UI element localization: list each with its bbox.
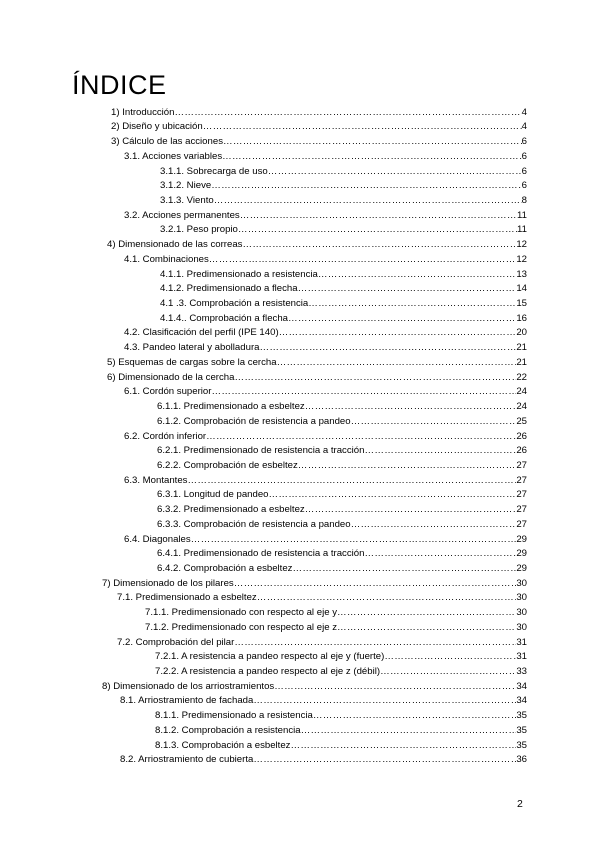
- toc-entry-page: 24: [516, 401, 527, 413]
- toc-leader-dots: [253, 695, 516, 707]
- toc-entry-page: 4: [521, 121, 527, 133]
- toc-leader-dots: [292, 563, 516, 575]
- toc-entry[interactable]: [160, 192, 527, 207]
- toc-entry-label: 8.1.3. Comprobación a esbeltez: [155, 739, 291, 751]
- toc-entry[interactable]: [157, 560, 527, 575]
- toc-entry-page: 25: [516, 415, 527, 427]
- toc-entry-page: 8: [521, 195, 527, 206]
- toc-leader-dots: [308, 298, 516, 310]
- toc-entry-label: 6.3.2. Predimensionado a esbeltez: [157, 504, 305, 516]
- toc-entry-label: 4.3. Pandeo lateral y abolladura: [124, 342, 260, 354]
- toc-leader-dots: [214, 195, 522, 207]
- toc-entry[interactable]: [107, 236, 527, 251]
- toc-entry[interactable]: [155, 663, 527, 678]
- toc-entry-label: 5) Esquemas de cargas sobre la cercha: [107, 356, 277, 368]
- toc-entry[interactable]: [117, 590, 527, 605]
- toc-entry-label: 6.2.1. Predimensionado de resistencia a tracción: [157, 445, 365, 457]
- toc-entry[interactable]: [157, 501, 527, 516]
- toc-entry-page: 22: [516, 371, 527, 383]
- toc-entry-page: 12: [516, 239, 527, 251]
- toc-entry-page: 30: [516, 607, 527, 619]
- toc-entry-page: 35: [516, 724, 527, 736]
- toc-leader-dots: [259, 342, 516, 354]
- toc-entry[interactable]: [124, 531, 527, 546]
- toc-entry-page: 27: [516, 474, 527, 486]
- toc-leader-dots: [337, 622, 516, 634]
- toc-leader-dots: [234, 578, 517, 590]
- toc-entry-page: 13: [516, 268, 527, 280]
- toc-entry-label: 3.1.2. Nieve: [160, 180, 212, 192]
- toc-entry-label: 7.1.1. Predimensionado con respecto al eje y: [145, 607, 337, 619]
- toc-entry[interactable]: [124, 148, 527, 163]
- toc-entry[interactable]: [124, 384, 527, 399]
- index-title: ÍNDICE: [72, 70, 167, 100]
- toc-entry-label: 4.1.4.. Comprobación a flecha: [160, 312, 288, 324]
- toc-leader-dots: [351, 519, 517, 531]
- toc-leader-dots: [279, 327, 517, 339]
- toc-entry-page: 29: [516, 548, 527, 560]
- toc-entry-label: 6.2. Cordón inferior: [124, 430, 207, 442]
- toc-entry-page: 24: [516, 386, 527, 398]
- toc-entry[interactable]: [157, 546, 527, 561]
- toc-entry-page: 11: [517, 224, 527, 236]
- toc-leader-dots: [191, 534, 517, 546]
- toc-entry-page: 16: [516, 312, 527, 324]
- toc-entry-page: 6: [521, 150, 527, 162]
- toc-entry-page: 27: [516, 504, 527, 516]
- toc-entry-label: 7.2.2. A resistencia a pandeo respecto al eje z (débil): [155, 666, 381, 678]
- toc-leader-dots: [234, 372, 516, 384]
- toc-entry-page: 26: [516, 445, 527, 457]
- toc-entry[interactable]: [111, 104, 527, 119]
- toc-leader-dots: [318, 269, 516, 281]
- toc-entry-label: 8.2. Arriostramiento de cubierta: [120, 754, 254, 766]
- toc-entry-page: 4: [521, 106, 527, 118]
- toc-entry-label: 3) Cálculo de las acciones: [111, 136, 223, 148]
- toc-leader-dots: [242, 239, 516, 251]
- toc-entry-label: 4.1. Combinaciones: [124, 253, 209, 265]
- toc-entry-page: 31: [516, 651, 527, 663]
- toc-entry-page: 15: [516, 298, 527, 310]
- toc-entry[interactable]: [145, 619, 527, 634]
- toc-entry-page: 27: [516, 518, 527, 530]
- toc-entry[interactable]: [157, 443, 527, 458]
- toc-leader-dots: [209, 254, 517, 266]
- toc-entry[interactable]: [120, 693, 527, 708]
- toc-entry[interactable]: [145, 604, 527, 619]
- toc-leader-dots: [351, 416, 517, 428]
- toc-entry[interactable]: [157, 487, 527, 502]
- toc-leader-dots: [240, 210, 517, 222]
- toc-leader-dots: [238, 224, 517, 236]
- toc-entry-page: 36: [516, 754, 527, 766]
- toc-entry[interactable]: [107, 354, 527, 369]
- toc-entry-label: 3.2. Acciones permanentes: [124, 209, 240, 221]
- toc-entry-label: 6.3.1. Longitud de pandeo: [157, 489, 269, 501]
- toc-entry[interactable]: [117, 634, 527, 649]
- toc-leader-dots: [364, 548, 516, 560]
- toc-entry-page: 31: [516, 636, 527, 648]
- toc-entry-label: 6.4.2. Comprobación a esbeltez: [157, 563, 293, 574]
- toc-entry-label: 6.2.2. Comprobación de esbeltez: [157, 459, 298, 471]
- toc-entry[interactable]: [124, 251, 527, 266]
- toc-entry-label: 1) Introducción: [111, 106, 175, 118]
- toc-entry-label: 6.1.2. Comprobación de resistencia a pandeo: [157, 415, 351, 427]
- toc-leader-dots: [269, 489, 517, 501]
- toc-entry-label: 7.1.2. Predimensionado con respecto al eje z: [145, 621, 337, 633]
- toc-entry[interactable]: [111, 133, 527, 148]
- toc-leader-dots: [257, 592, 517, 604]
- toc-entry-page: 27: [516, 459, 527, 471]
- toc-entry[interactable]: [102, 678, 527, 693]
- toc-entry-label: 6.4.1. Predimensionado de resistencia a tracción: [157, 548, 365, 560]
- toc-entry[interactable]: [124, 340, 527, 355]
- toc-leader-dots: [313, 710, 516, 722]
- toc-entry-page: 33: [516, 666, 527, 678]
- toc-entry[interactable]: [120, 752, 527, 767]
- toc-entry-label: 7) Dimensionado de los pilares: [102, 577, 234, 589]
- toc-leader-dots: [384, 651, 516, 663]
- toc-entry[interactable]: [124, 207, 527, 222]
- toc-entry-page: 26: [516, 430, 527, 442]
- toc-leader-dots: [223, 136, 522, 148]
- toc-entry-label: 3.1. Acciones variables: [124, 150, 223, 162]
- toc-entry[interactable]: [107, 369, 527, 384]
- toc-entry[interactable]: [157, 398, 527, 413]
- toc-leader-dots: [203, 121, 522, 133]
- toc-entry-label: 4.2. Clasificación del perfil (IPE 140): [124, 327, 279, 339]
- toc-entry[interactable]: [155, 722, 527, 737]
- toc-leader-dots: [380, 666, 516, 678]
- toc-leader-dots: [234, 637, 516, 649]
- toc-leader-dots: [298, 283, 517, 295]
- toc-entry[interactable]: [160, 281, 527, 296]
- toc-entry[interactable]: [102, 575, 527, 590]
- toc-leader-dots: [290, 740, 516, 752]
- toc-entry-page: 29: [516, 563, 527, 574]
- toc-leader-dots: [305, 504, 517, 516]
- toc-entry[interactable]: [124, 428, 527, 443]
- toc-entry-label: 7.2. Comprobación del pilar: [117, 636, 235, 648]
- toc-leader-dots: [337, 607, 516, 619]
- toc-leader-dots: [298, 460, 517, 472]
- toc-entry[interactable]: [155, 649, 527, 664]
- toc-entry-page: 34: [516, 695, 527, 707]
- toc-entry[interactable]: [160, 266, 527, 281]
- toc-leader-dots: [211, 180, 521, 192]
- toc-entry-page: 11: [517, 209, 527, 221]
- toc-leader-dots: [187, 475, 516, 487]
- toc-entry-label: 7.1. Predimensionado a esbeltez: [117, 592, 257, 604]
- toc-entry[interactable]: [157, 413, 527, 428]
- toc-entry-label: 6.3. Montantes: [124, 474, 188, 486]
- toc-entry-page: 30: [516, 577, 527, 589]
- toc-entry-label: 3.2.1. Peso propio: [160, 224, 238, 236]
- toc-entry-label: 7.2.1. A resistencia a pandeo respecto al eje y (fuerte): [155, 651, 385, 663]
- toc-entry-page: 12: [516, 253, 527, 265]
- toc-leader-dots: [211, 386, 516, 398]
- toc-entry-page: 6: [521, 136, 527, 148]
- toc-entry-label: 6.4. Diagonales: [124, 533, 191, 545]
- toc-entry-page: 27: [516, 489, 527, 501]
- toc-entry-label: 8.1.1. Predimensionado a resistencia: [155, 710, 313, 722]
- toc-leader-dots: [274, 681, 516, 693]
- toc-entry-page: 30: [516, 621, 527, 633]
- toc-entry[interactable]: [160, 310, 527, 325]
- toc-entry-page: 20: [516, 327, 527, 339]
- toc-leader-dots: [174, 107, 521, 119]
- toc-entry[interactable]: [160, 178, 527, 193]
- toc-entry-label: 6) Dimensionado de la cercha: [107, 371, 235, 383]
- toc-entry-label: 8.1.2. Comprobación a resistencia: [155, 724, 301, 736]
- toc-entry[interactable]: [124, 472, 527, 487]
- toc-entry-page: 21: [516, 356, 527, 368]
- toc-entry-label: 4.1 .3. Comprobación a resistencia: [160, 298, 309, 310]
- toc-entry-page: 6: [521, 180, 527, 192]
- toc-entry[interactable]: [155, 737, 527, 752]
- toc-entry-label: 6.1. Cordón superior: [124, 386, 212, 398]
- toc-entry-page: 34: [516, 680, 527, 692]
- toc-entry-label: 4.1.2. Predimensionado a flecha: [160, 283, 298, 295]
- toc-entry[interactable]: [157, 457, 527, 472]
- toc-leader-dots: [288, 313, 516, 325]
- toc-entry-label: 3.1.1. Sobrecarga de uso: [160, 165, 268, 177]
- toc-leader-dots: [277, 357, 517, 369]
- toc-entry-page: 14: [516, 283, 527, 295]
- toc-entry-page: 35: [516, 739, 527, 751]
- toc-entry[interactable]: [155, 708, 527, 723]
- toc-entry-label: 2) Diseño y ubicación: [111, 121, 203, 133]
- toc-entry[interactable]: [160, 163, 527, 178]
- toc-entry[interactable]: [124, 325, 527, 340]
- toc-entry-label: 6.1.1. Predimensionado a esbeltez: [157, 401, 305, 413]
- toc-leader-dots: [268, 166, 522, 178]
- toc-leader-dots: [301, 725, 517, 737]
- toc-leader-dots: [253, 754, 516, 766]
- toc-entry-label: 4.1.1. Predimensionado a resistencia: [160, 268, 318, 280]
- toc-leader-dots: [222, 151, 522, 163]
- toc-entry-label: 8) Dimensionado de los arriostramientos: [102, 680, 275, 692]
- toc-entry[interactable]: [157, 516, 527, 531]
- toc-entry-label: 8.1. Arriostramiento de fachada: [120, 695, 254, 707]
- toc-entry-page: 21: [516, 342, 527, 354]
- toc-entry-page: 35: [516, 710, 527, 722]
- toc-entry-label: 6.3.3. Comprobación de resistencia a pandeo: [157, 518, 351, 530]
- toc-entry[interactable]: [111, 119, 527, 134]
- toc-leader-dots: [364, 445, 516, 457]
- toc-entry-page: 29: [516, 533, 527, 545]
- toc-entry-page: 6: [521, 165, 527, 177]
- page-number: 2: [517, 798, 523, 810]
- toc-leader-dots: [206, 431, 516, 443]
- toc-entry-label: 3.1.3. Viento: [160, 195, 214, 206]
- toc-entry[interactable]: [160, 222, 527, 237]
- toc-entry-label: 4) Dimensionado de las correas: [107, 239, 243, 251]
- toc-leader-dots: [305, 401, 517, 413]
- toc-entry-page: 30: [516, 592, 527, 604]
- toc-entry[interactable]: [160, 295, 527, 310]
